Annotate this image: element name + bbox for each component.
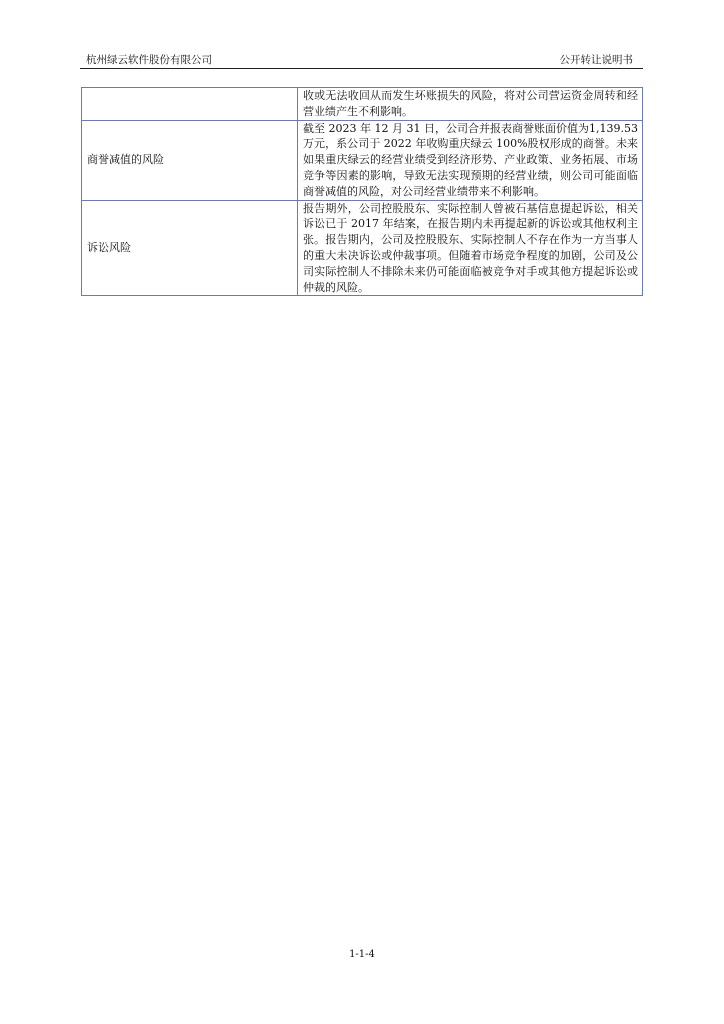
risk-description-cell: 截至 2023 年 12 月 31 日，公司合并报表商誉账面价值为1,139.53 万元，系公司于 2022 年收购重庆绿云 100%股权形成的商誉。未来如果重庆绿云的经营业绩受到经济形势、产业政策、业务拓展、市场竞争等因素的影响，导致无法实现预期的经营业绩，则公司可能面临商誉减值的风险，对公司经营业绩带来不利影响。 bbox=[298, 120, 643, 200]
table-row bbox=[82, 88, 643, 121]
document-title: 公开转让说明书 bbox=[559, 54, 633, 66]
risk-name-cell: 商誉减值的风险 bbox=[82, 120, 298, 200]
table-row bbox=[82, 120, 643, 200]
risk-name-cell bbox=[82, 88, 298, 121]
risk-description-cell: 收或无法收回从而发生坏账损失的风险，将对公司营运资金周转和经营业绩产生不利影响。 bbox=[298, 88, 643, 121]
risk-description-cell: 报告期外，公司控股股东、实际控制人曾被石基信息提起诉讼，相关诉讼已于 2017 年结案，在报告期内未再提起新的诉讼或其他权利主张。报告期内，公司及控股股东、实际控制人不存在作为一方当事人的重大未决诉讼或仲裁事项。但随着市场竞争程度的加剧，公司及公司实际控制人不排除未来仍可能面临被竞争对手或其他方提起诉讼或仲裁的风险。 bbox=[298, 200, 643, 296]
risk-table bbox=[81, 87, 643, 296]
company-name: 杭州绿云软件股份有限公司 bbox=[86, 54, 212, 66]
page-header bbox=[80, 50, 643, 69]
page-number: 1-1-4 bbox=[349, 949, 375, 960]
risk-name-cell: 诉讼风险 bbox=[82, 200, 298, 296]
table-row bbox=[82, 200, 643, 296]
